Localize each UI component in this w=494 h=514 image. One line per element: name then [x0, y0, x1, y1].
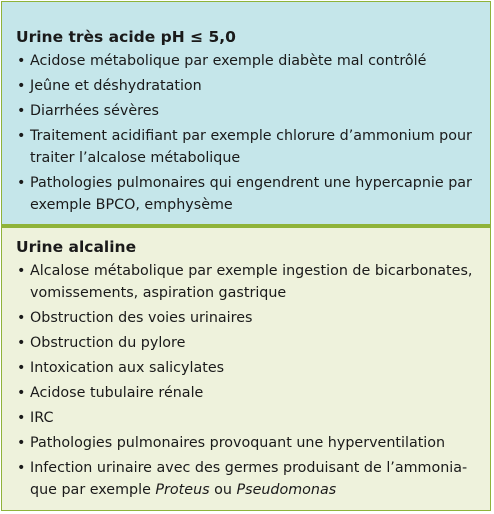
bullet-icon: • — [17, 78, 26, 94]
bullet-icon: • — [17, 360, 26, 376]
list-item: • IRC — [16, 407, 482, 429]
info-box — [1, 1, 491, 511]
bullet-icon: • — [17, 335, 26, 351]
alkaline-urine-heading: Urine alcaline — [16, 238, 137, 256]
bullet-icon: • — [17, 385, 26, 401]
list-item: • Traitement acidifiant par exemple chlorure d’ammonium pour traiter l’alcalose métabolique — [16, 125, 482, 169]
bullet-icon: • — [17, 175, 26, 191]
organism-proteus: Proteus — [155, 482, 210, 498]
list-item: • Alcalose métabolique par exemple ingestion de bicarbonates, vomissements, aspiration gastrique — [16, 260, 482, 304]
bullet-icon: • — [17, 53, 26, 69]
acid-urine-section — [2, 2, 490, 224]
list-item: • Pathologies pulmonaires qui engendrent une hypercapnie par exemple BPCO, emphysème — [16, 172, 482, 216]
bullet-icon: • — [17, 128, 26, 144]
list-item: • Diarrhées sévères — [16, 100, 482, 122]
list-item: • Pathologies pulmonaires provoquant une hyperventilation — [16, 432, 482, 454]
organism-pseudomonas: Pseudomonas — [236, 482, 337, 498]
alkaline-urine-section — [2, 228, 490, 510]
bullet-icon: • — [17, 435, 26, 451]
list-item: • Infection urinaire avec des germes produisant de l’ammonia-que par exemple Proteus ou Pseudomonas — [16, 457, 482, 501]
acid-urine-heading: Urine très acide pH ≤ 5,0 — [16, 28, 236, 46]
list-item: • Acidose tubulaire rénale — [16, 382, 482, 404]
list-item: • Obstruction du pylore — [16, 332, 482, 354]
list-item: • Intoxication aux salicylates — [16, 357, 482, 379]
alkaline-causes-list — [16, 260, 482, 501]
bullet-icon: • — [17, 310, 26, 326]
bullet-icon: • — [17, 460, 26, 476]
acid-causes-list — [16, 50, 482, 216]
bullet-icon: • — [17, 410, 26, 426]
bullet-icon: • — [17, 103, 26, 119]
list-item: • Jeûne et déshydratation — [16, 75, 482, 97]
bullet-icon: • — [17, 263, 26, 279]
list-item: • Acidose métabolique par exemple diabète mal contrôlé — [16, 50, 482, 72]
list-item: • Obstruction des voies urinaires — [16, 307, 482, 329]
